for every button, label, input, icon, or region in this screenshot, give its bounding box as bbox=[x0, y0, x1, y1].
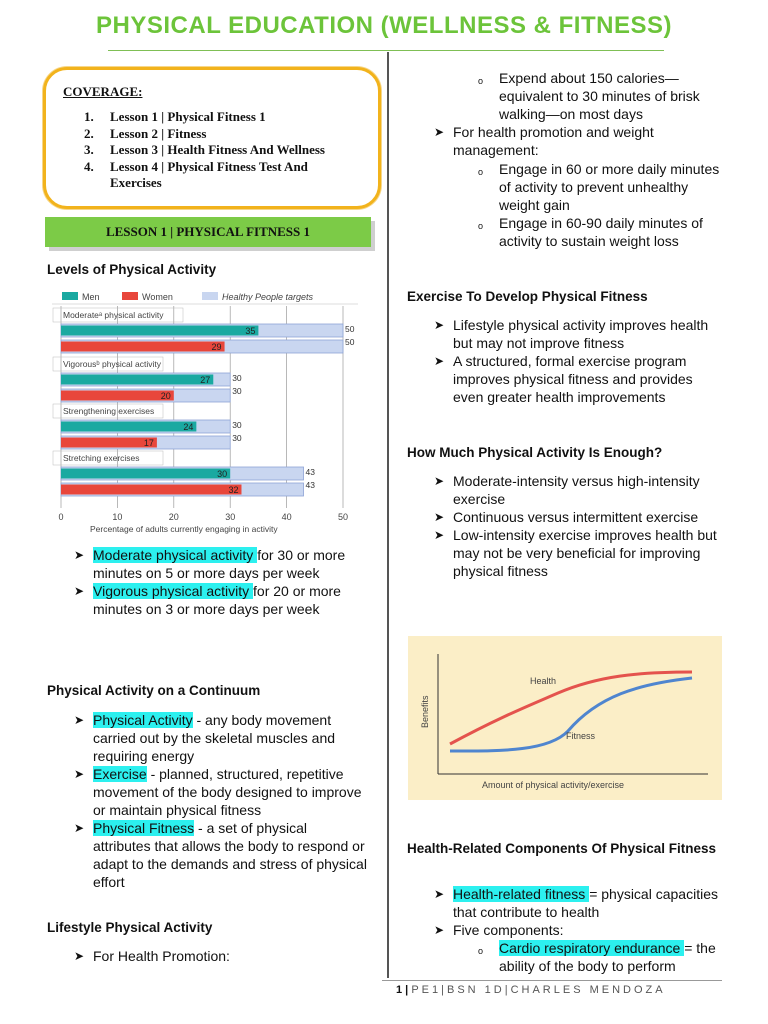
arrow-bullet-icon: ➤ bbox=[434, 510, 445, 524]
x-tick-label: 40 bbox=[281, 512, 292, 522]
legend-label: Women bbox=[142, 292, 173, 302]
data-label-women: 32 bbox=[228, 485, 239, 495]
arrow-bullet-icon: ➤ bbox=[74, 584, 85, 598]
levels-heading: Levels of Physical Activity bbox=[47, 262, 217, 277]
curve-x-label: Amount of physical activity/exercise bbox=[482, 780, 625, 790]
components-heading: Health-Related Components Of Physical Fitness bbox=[407, 841, 717, 856]
coverage-list bbox=[84, 109, 356, 192]
list-item bbox=[407, 316, 725, 352]
list-item bbox=[453, 939, 725, 975]
column-divider bbox=[387, 52, 389, 978]
weight-subs bbox=[453, 160, 725, 250]
arrow-bullet-icon: ➤ bbox=[434, 528, 445, 542]
coverage-text: Lesson 2 | Fitness bbox=[110, 125, 207, 141]
list-item bbox=[407, 508, 725, 526]
bullet-text: = physical capacities that contribute to health bbox=[453, 886, 718, 920]
bullet-text: for 30 or more minutes on 5 or more days per week bbox=[93, 547, 346, 581]
arrow-bullet-icon: ➤ bbox=[74, 767, 85, 781]
page-number: 1 bbox=[396, 984, 403, 996]
bullet-text: Low-intensity exercise improves health but may not be very beneficial for improving physical fitness bbox=[453, 527, 717, 579]
x-tick-label: 10 bbox=[112, 512, 123, 522]
components-bullets bbox=[407, 885, 725, 939]
list-item bbox=[407, 921, 725, 939]
exercise-bullets bbox=[407, 316, 725, 406]
arrow-bullet-icon: ➤ bbox=[74, 713, 85, 727]
data-label-women: 20 bbox=[160, 391, 171, 401]
coverage-item bbox=[84, 142, 356, 159]
coverage-text: Lesson 3 | Health Fitness And Wellness bbox=[110, 142, 325, 157]
list-item bbox=[47, 819, 367, 891]
bar-women bbox=[61, 438, 157, 448]
highlight-term: Vigorous physical activity bbox=[93, 583, 254, 599]
highlight-term: Moderate physical activity bbox=[93, 547, 258, 563]
list-item bbox=[47, 947, 367, 965]
list-item bbox=[407, 472, 725, 508]
fitness-label: Fitness bbox=[566, 731, 596, 741]
circle-bullet-icon: o bbox=[478, 221, 484, 231]
coverage-item bbox=[84, 126, 356, 143]
list-item bbox=[453, 69, 725, 123]
curve-background bbox=[408, 636, 722, 800]
x-tick-label: 30 bbox=[225, 512, 236, 522]
category-label: Strengthening exercises bbox=[63, 406, 155, 416]
data-label-women: 29 bbox=[211, 342, 222, 352]
arrow-bullet-icon: ➤ bbox=[434, 125, 445, 139]
data-label-men: 24 bbox=[183, 422, 194, 432]
list-item bbox=[47, 765, 367, 819]
highlight-term: Health-related fitness bbox=[453, 886, 590, 902]
bullet-text: Moderate-intensity versus high-intensity exercise bbox=[453, 473, 700, 507]
arrow-bullet-icon: ➤ bbox=[434, 474, 445, 488]
bullet-text: Five components: bbox=[453, 922, 564, 938]
footer-sep: | bbox=[402, 984, 412, 996]
target-label-women: 43 bbox=[305, 480, 315, 490]
footer-rule bbox=[382, 980, 722, 981]
list-item bbox=[47, 711, 367, 765]
list-item bbox=[453, 214, 725, 250]
bar-men bbox=[61, 422, 196, 432]
data-label-men: 27 bbox=[200, 375, 211, 385]
x-tick-label: 0 bbox=[58, 512, 64, 522]
bar-women bbox=[61, 391, 174, 401]
bullet-text: For health promotion and weight management: bbox=[453, 124, 654, 158]
circle-bullet-icon: o bbox=[478, 946, 484, 956]
target-label-women: 30 bbox=[232, 386, 242, 396]
weight-bullets bbox=[407, 123, 725, 159]
enough-bullets bbox=[407, 472, 725, 580]
arrow-bullet-icon: ➤ bbox=[434, 318, 445, 332]
coverage-num: 4. bbox=[84, 158, 94, 174]
bullet-text: A structured, formal exercise program improves physical fitness and provides even greater health improvements bbox=[453, 353, 693, 405]
category-label: Moderateᵃ physical activity bbox=[63, 310, 164, 320]
highlight-term: Exercise bbox=[93, 766, 147, 782]
exercise-heading: Exercise To Develop Physical Fitness bbox=[407, 289, 648, 304]
enough-heading: How Much Physical Activity Is Enough? bbox=[407, 445, 663, 460]
bullet-text: = the ability of the body to perform bbox=[499, 940, 716, 974]
levels-bullets bbox=[47, 546, 367, 618]
lesson-banner-text: LESSON 1 | PHYSICAL FITNESS 1 bbox=[105, 224, 311, 239]
data-label-women: 17 bbox=[143, 438, 154, 448]
category-label: Stretching exercises bbox=[63, 453, 140, 463]
bullet-text: Engage in 60 or more daily minutes of activity to prevent unhealthy weight gain bbox=[499, 161, 720, 213]
list-item bbox=[47, 582, 367, 618]
data-label-men: 30 bbox=[217, 469, 228, 479]
bar-men bbox=[61, 469, 230, 479]
arrow-bullet-icon: ➤ bbox=[74, 821, 85, 835]
calorie-subs bbox=[453, 69, 725, 123]
continuum-bullets bbox=[47, 711, 367, 891]
target-label-women: 50 bbox=[345, 337, 355, 347]
legend-swatch bbox=[202, 292, 218, 300]
curve-y-label: Benefits bbox=[420, 695, 430, 728]
legend-label: Healthy People targets bbox=[222, 292, 314, 302]
circle-bullet-icon: o bbox=[478, 76, 484, 86]
arrow-bullet-icon: ➤ bbox=[434, 923, 445, 937]
physical-activity-bar-chart bbox=[52, 286, 358, 538]
list-item bbox=[47, 546, 367, 582]
components-subs bbox=[453, 939, 725, 975]
bar-women bbox=[61, 485, 241, 495]
bar-men bbox=[61, 326, 258, 336]
bullet-text: - planned, structured, repetitive movement of the body designed to improve or maintain physical fitness bbox=[93, 766, 362, 818]
coverage-num: 3. bbox=[84, 142, 94, 157]
list-item bbox=[407, 885, 725, 921]
target-label-men: 50 bbox=[345, 324, 355, 334]
lifestyle-heading: Lifestyle Physical Activity bbox=[47, 920, 213, 935]
title-underline bbox=[108, 50, 664, 51]
list-item bbox=[407, 526, 725, 580]
target-label-men: 43 bbox=[305, 467, 315, 477]
coverage-title: COVERAGE: bbox=[63, 84, 143, 99]
bar-men bbox=[61, 375, 213, 385]
arrow-bullet-icon: ➤ bbox=[74, 949, 85, 963]
target-label-men: 30 bbox=[232, 420, 242, 430]
list-item bbox=[453, 160, 725, 214]
list-item bbox=[407, 123, 725, 159]
bullet-text: Lifestyle physical activity improves health but may not improve fitness bbox=[453, 317, 709, 351]
coverage-num: 2. bbox=[84, 125, 94, 141]
lesson-banner bbox=[45, 217, 371, 247]
x-tick-label: 50 bbox=[337, 512, 349, 522]
coverage-text: Lesson 4 | Physical Fitness Test And Exercises bbox=[110, 158, 308, 190]
legend-swatch bbox=[122, 292, 138, 300]
legend-label: Men bbox=[82, 292, 100, 302]
coverage-item bbox=[84, 109, 356, 126]
health-label: Health bbox=[530, 676, 557, 686]
highlight-term: Cardio respiratory endurance bbox=[499, 940, 685, 956]
category-label: Vigorousᵇ physical activity bbox=[63, 359, 162, 369]
target-label-women: 30 bbox=[232, 433, 242, 443]
highlight-term: Physical Activity bbox=[93, 712, 193, 728]
lifestyle-bullets bbox=[47, 947, 367, 965]
coverage-num: 1. bbox=[84, 109, 94, 124]
bullet-text: for 20 or more minutes on 3 or more days per week bbox=[93, 583, 341, 617]
arrow-bullet-icon: ➤ bbox=[74, 548, 85, 562]
bullet-text: - a set of physical attributes that allows the body to respond or adapt to the demands and stress of physical effort bbox=[93, 820, 367, 890]
coverage-item bbox=[84, 159, 356, 192]
footer bbox=[396, 984, 666, 996]
page-title: PHYSICAL EDUCATION (WELLNESS & FITNESS) bbox=[96, 12, 672, 39]
coverage-text: Lesson 1 | Physical Fitness 1 bbox=[110, 109, 266, 124]
x-tick-label: 20 bbox=[168, 512, 179, 522]
bullet-text: - any body movement carried out by the skeletal muscles and requiring energy bbox=[93, 712, 336, 764]
benefits-curve-chart bbox=[408, 636, 722, 800]
highlight-term: Physical Fitness bbox=[93, 820, 195, 836]
bullet-text: For Health Promotion: bbox=[93, 948, 230, 964]
bar-women bbox=[61, 342, 225, 352]
bullet-text: Continuous versus intermittent exercise bbox=[453, 509, 699, 525]
continuum-heading: Physical Activity on a Continuum bbox=[47, 683, 261, 698]
arrow-bullet-icon: ➤ bbox=[434, 887, 445, 901]
footer-text: PE1|BSN 1D|CHARLES MENDOZA bbox=[411, 984, 666, 996]
target-label-men: 30 bbox=[232, 373, 242, 383]
data-label-men: 35 bbox=[245, 326, 256, 336]
circle-bullet-icon: o bbox=[478, 167, 484, 177]
bullet-text: Expend about 150 calories—equivalent to 30 minutes of brisk walking—on most days bbox=[499, 70, 700, 122]
x-axis-label: Percentage of adults currently engaging in activity bbox=[90, 524, 278, 534]
bullet-text: Engage in 60-90 daily minutes of activity to sustain weight loss bbox=[499, 215, 703, 249]
arrow-bullet-icon: ➤ bbox=[434, 354, 445, 368]
legend-swatch bbox=[62, 292, 78, 300]
list-item bbox=[407, 352, 725, 406]
